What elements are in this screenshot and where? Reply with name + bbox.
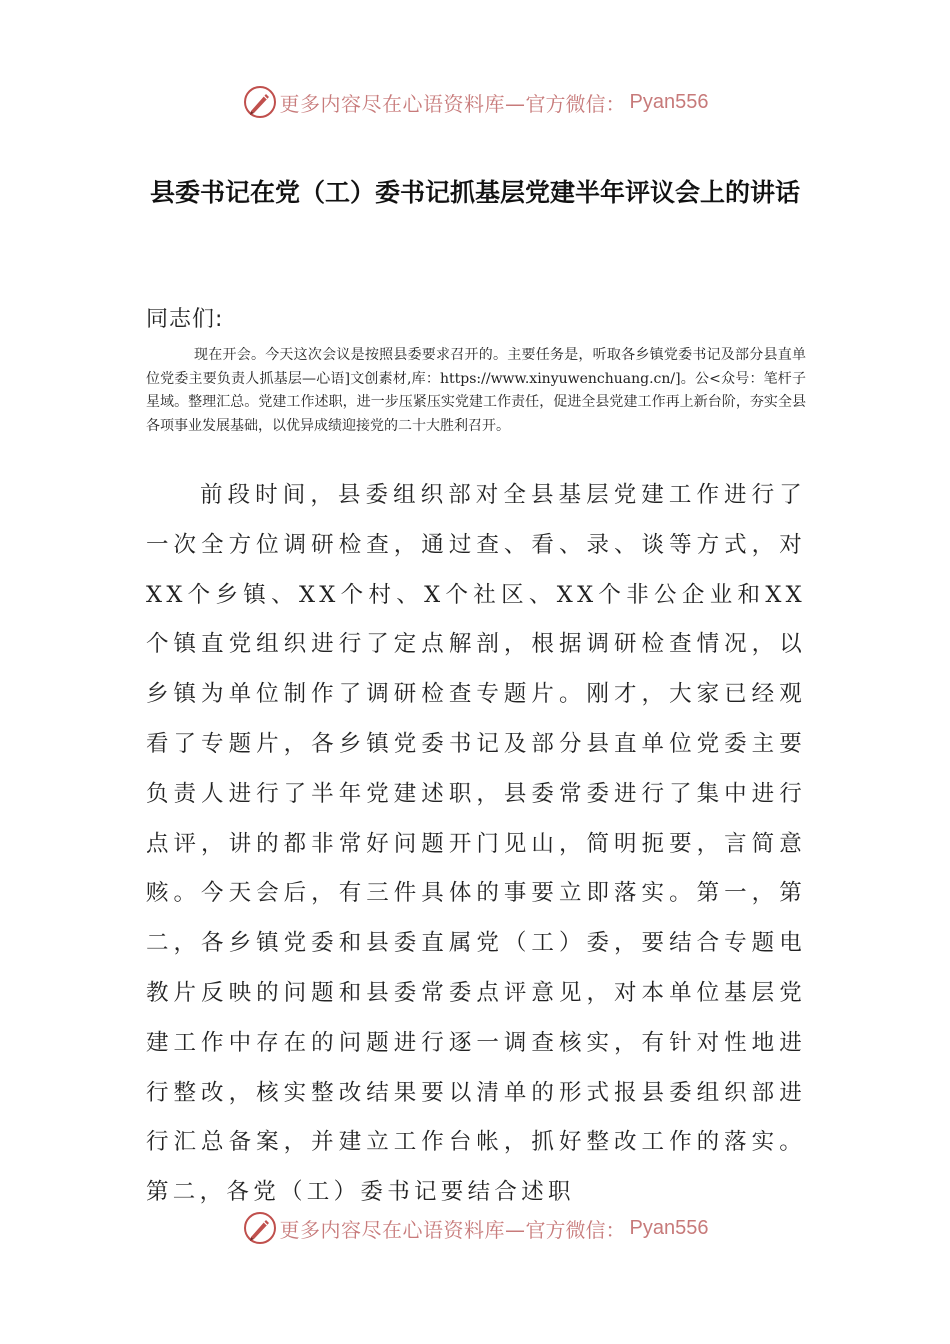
- pen-logo-icon: [242, 84, 278, 120]
- banner-wechat-id: Pyan556: [629, 90, 709, 113]
- header-banner: [0, 82, 950, 122]
- banner-text: 更多内容尽在心语资料库—: [279, 91, 526, 116]
- banner-wechat-label: 官方微信：: [525, 91, 626, 116]
- banner-wechat-id: Pyan556: [629, 1216, 709, 1239]
- banner-wechat-label: 官方微信：: [525, 1217, 626, 1242]
- intro-paragraph: 现在开会。今天这次会议是按照县委要求召开的。主要任务是，听取各乡镇党委书记及部分县直单位党委主要负责人抓基层—心语]文创素材,库：https://www.xinyuwenchuang.cn/]。公<众号：笔杆子星域。整理汇总。党建工作述职，进一步压紧压实党建工作责任，促进全县党建工作再上新台阶，夯实全县各项事业发展基础，以优异成绩迎接党的二十大胜利召开。: [146, 347, 806, 434]
- salutation: 同志们:: [146, 307, 224, 332]
- document-title: 县委书记在党（工）委书记抓基层党建半年评议会上的讲话: [149, 178, 800, 207]
- footer-banner: [0, 1208, 950, 1248]
- banner-text: 更多内容尽在心语资料库—: [279, 1217, 526, 1242]
- pen-logo-icon: [242, 1210, 278, 1246]
- body-paragraph: 前段时间，县委组织部对全县基层党建工作进行了一次全方位调研检查，通过查、看、录、谈等方式，对XX个乡镇、XX个村、X个社区、XX个非公企业和XX个镇直党组织进行了定点解剖，根据调研检查情况，以乡镇为单位制作了调研检查专题片。刚才，大家已经观看了专题片，各乡镇党委书记及部分县直单位党委主要负责人进行了半年党建述职，县委常委进行了集中进行点评，讲的都非常好问题开门见山，简明扼要，言简意赅。今天会后，有三件具体的事要立即落实。第一，第二，各乡镇党委和县委直属党（工）委，要结合专题电教片反映的问题和县委常委点评意见，对本单位基层党建工作中存在的问题进行逐一调查核实，有针对性地进行整改，核实整改结果要以清单的形式报县委组织部进行汇总备案，并建立工作台帐，抓好整改工作的落实。第二，各党（工）委书记要结合述职: [146, 482, 806, 1206]
